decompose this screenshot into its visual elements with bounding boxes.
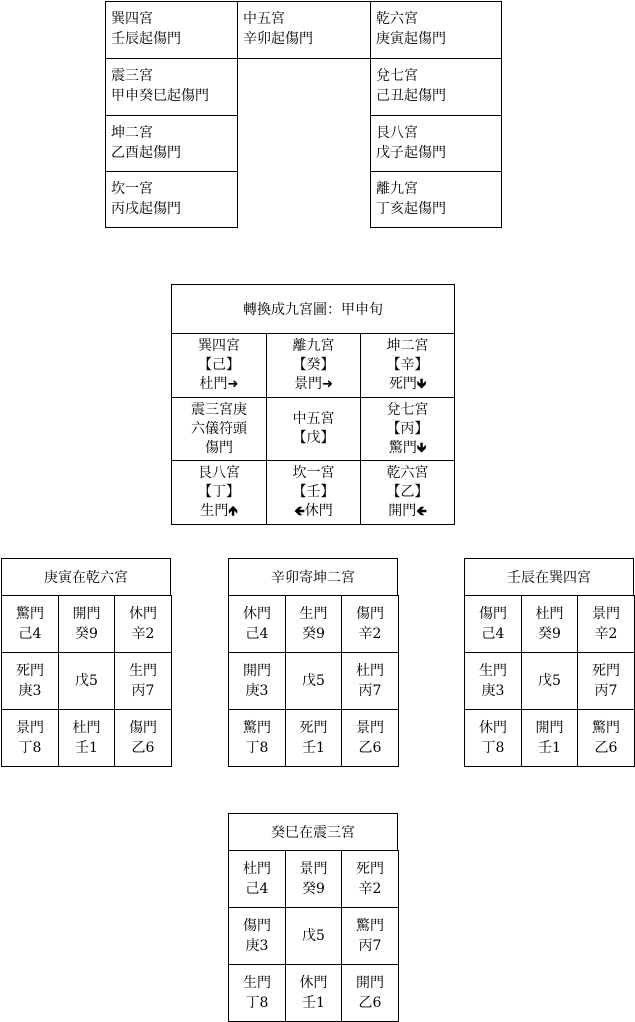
palace-gate bbox=[389, 439, 426, 458]
arrow-icon: 🡻 bbox=[416, 377, 427, 392]
palace-name: 艮八宮 bbox=[198, 465, 240, 481]
cell-line-1: 戊5 bbox=[302, 928, 325, 944]
palace-stem: 【壬】 bbox=[292, 484, 335, 500]
cell-line-1: 景門 bbox=[16, 720, 44, 736]
gate-label: 杜門 bbox=[199, 376, 228, 392]
cell-line-1: 休門 bbox=[479, 720, 507, 736]
grid-cell bbox=[285, 709, 342, 767]
palace-note: 壬辰起傷門 bbox=[111, 31, 181, 47]
cell-line-2: 辛2 bbox=[358, 626, 382, 642]
grid-cell bbox=[58, 709, 115, 767]
cell-line-2: 庚3 bbox=[481, 683, 505, 699]
palace-gate bbox=[200, 375, 239, 394]
cell-line-1: 死門 bbox=[16, 663, 44, 679]
grid-cell bbox=[521, 652, 578, 710]
cell-line-1: 傷門 bbox=[479, 606, 507, 622]
grid-cell bbox=[577, 595, 635, 653]
palace-name: 離九宮 bbox=[376, 181, 418, 197]
cell-line-2: 庚3 bbox=[245, 683, 269, 699]
nine-palace-title: 轉換成九宮圖：甲申旬 bbox=[171, 284, 455, 334]
palace-stem: 六儀符頭 bbox=[191, 420, 247, 437]
grid-cell bbox=[228, 595, 286, 653]
arrow-icon: ➜ bbox=[322, 377, 333, 392]
palace-name: 兌七宮 bbox=[376, 68, 418, 84]
palace-cell bbox=[266, 397, 361, 461]
grid-cell bbox=[58, 652, 115, 710]
palace-cell bbox=[171, 333, 267, 398]
cell-line-1: 景門 bbox=[592, 606, 620, 622]
palace-gate bbox=[200, 502, 237, 521]
top-cell bbox=[105, 171, 238, 228]
grid-cell bbox=[1, 595, 59, 653]
cell-line-1: 生門 bbox=[479, 663, 507, 679]
palace-stem: 【戊】 bbox=[292, 430, 335, 446]
palace-name: 坤二宮 bbox=[386, 338, 429, 354]
gate-label: 休門 bbox=[304, 503, 333, 519]
grid-title: 庚寅在乾六宮 bbox=[1, 558, 171, 596]
palace-name: 巽四宮 bbox=[111, 11, 153, 27]
palace-name: 震三宮 bbox=[111, 68, 153, 84]
grid-cell bbox=[285, 907, 342, 965]
grid-cell bbox=[577, 709, 635, 767]
arrow-icon: 🡻 bbox=[416, 440, 427, 456]
grid-title: 辛卯寄坤二宮 bbox=[228, 558, 398, 596]
grid-cell bbox=[1, 652, 59, 710]
gate-label: 死門 bbox=[388, 376, 417, 392]
grid-cell bbox=[114, 709, 172, 767]
palace-stem: 【己】 bbox=[198, 357, 240, 373]
grid-cell bbox=[228, 709, 286, 767]
gate-label: 開門 bbox=[388, 503, 417, 519]
cell-line-1: 傷門 bbox=[243, 918, 271, 934]
cell-line-1: 生門 bbox=[243, 975, 271, 991]
palace-stem: 【丁】 bbox=[198, 484, 240, 500]
grid-cell bbox=[341, 652, 399, 710]
gate-label: 景門 bbox=[294, 376, 323, 392]
palace-cell bbox=[171, 397, 267, 461]
arrow-icon: 🡸 bbox=[416, 504, 427, 519]
grid-cell bbox=[1, 709, 59, 767]
palace-note: 己丑起傷門 bbox=[376, 88, 446, 104]
palace-cell bbox=[266, 333, 361, 398]
cell-line-2: 丁8 bbox=[245, 740, 269, 756]
cell-line-2: 己4 bbox=[245, 881, 269, 897]
grid-cell bbox=[464, 652, 522, 710]
cell-line-2: 辛2 bbox=[594, 626, 618, 642]
cell-line-1: 傷門 bbox=[356, 606, 384, 622]
top-cell bbox=[370, 171, 502, 228]
palace-gate bbox=[388, 502, 427, 521]
cell-line-2: 丁8 bbox=[18, 740, 42, 756]
cell-line-1: 驚門 bbox=[16, 606, 44, 622]
cell-line-1: 杜門 bbox=[535, 606, 564, 622]
cell-line-2: 乙6 bbox=[594, 740, 618, 756]
grid-title: 壬辰在巽四宮 bbox=[464, 558, 634, 596]
cell-line-1: 開門 bbox=[72, 606, 101, 622]
cell-line-1: 杜門 bbox=[243, 861, 271, 877]
cell-line-1: 驚門 bbox=[243, 720, 271, 736]
palace-note: 戊子起傷門 bbox=[376, 145, 446, 161]
cell-line-2: 丙7 bbox=[358, 938, 382, 954]
cell-line-2: 庚3 bbox=[245, 938, 269, 954]
cell-line-2: 癸9 bbox=[538, 626, 561, 642]
cell-line-2: 乙6 bbox=[131, 740, 155, 756]
cell-line-1: 驚門 bbox=[592, 720, 620, 736]
palace-name: 艮八宮 bbox=[376, 125, 418, 141]
palace-cell bbox=[360, 397, 455, 461]
grid-cell bbox=[464, 595, 522, 653]
cell-line-1: 傷門 bbox=[129, 720, 157, 736]
cell-line-2: 壬1 bbox=[75, 740, 98, 756]
palace-name: 乾六宮 bbox=[376, 11, 418, 27]
top-cell bbox=[370, 58, 502, 116]
cell-line-1: 戊5 bbox=[538, 673, 561, 689]
cell-line-1: 生門 bbox=[299, 606, 328, 622]
palace-name: 坤二宮 bbox=[111, 125, 153, 141]
grid-cell bbox=[464, 709, 522, 767]
cell-line-1: 開門 bbox=[243, 663, 271, 679]
grid-cell bbox=[521, 709, 578, 767]
cell-line-1: 景門 bbox=[356, 720, 384, 736]
palace-gate bbox=[294, 502, 333, 521]
palace-name: 震三宮庚 bbox=[191, 401, 247, 418]
cell-line-2: 壬1 bbox=[538, 740, 561, 756]
cell-line-2: 癸9 bbox=[75, 626, 98, 642]
cell-line-1: 驚門 bbox=[356, 918, 384, 934]
palace-gate bbox=[205, 439, 233, 458]
arrow-icon: ➜ bbox=[227, 377, 239, 392]
grid-cell bbox=[521, 595, 578, 653]
palace-stem: 【丙】 bbox=[386, 420, 429, 437]
palace-note: 庚寅起傷門 bbox=[376, 31, 446, 47]
grid-cell bbox=[228, 652, 286, 710]
grid-cell bbox=[285, 964, 342, 1022]
cell-line-1: 生門 bbox=[129, 663, 157, 679]
cell-line-1: 開門 bbox=[356, 975, 384, 991]
arrow-icon: 🡹 bbox=[228, 504, 238, 519]
palace-name: 坎一宮 bbox=[111, 181, 153, 197]
top-cell bbox=[105, 58, 238, 116]
palace-stem: 【癸】 bbox=[292, 357, 335, 373]
palace-name: 兌七宮 bbox=[386, 401, 429, 418]
palace-cell bbox=[171, 460, 267, 525]
cell-line-2: 辛2 bbox=[131, 626, 155, 642]
grid-title: 癸巳在震三宮 bbox=[228, 813, 398, 851]
gate-label: 驚門 bbox=[388, 439, 417, 456]
palace-note: 丁亥起傷門 bbox=[376, 201, 446, 217]
cell-line-2: 乙6 bbox=[358, 740, 382, 756]
cell-line-2: 丁8 bbox=[245, 995, 269, 1011]
palace-name: 中五宮 bbox=[292, 411, 335, 427]
grid-cell bbox=[341, 964, 399, 1022]
palace-name: 乾六宮 bbox=[386, 465, 429, 481]
palace-cell bbox=[360, 333, 455, 398]
cell-line-1: 杜門 bbox=[356, 663, 384, 679]
palace-name: 坎一宮 bbox=[292, 465, 335, 481]
grid-cell bbox=[341, 709, 399, 767]
palace-note: 乙酉起傷門 bbox=[111, 145, 181, 161]
palace-cell bbox=[360, 460, 455, 525]
cell-line-2: 辛2 bbox=[358, 881, 382, 897]
grid-cell bbox=[341, 907, 399, 965]
palace-note: 辛卯起傷門 bbox=[243, 31, 313, 47]
cell-line-2: 丙7 bbox=[131, 683, 155, 699]
grid-cell bbox=[341, 595, 399, 653]
cell-line-2: 癸9 bbox=[302, 881, 325, 897]
cell-line-2: 癸9 bbox=[302, 626, 325, 642]
palace-stem: 【乙】 bbox=[386, 484, 429, 500]
gate-label: 傷門 bbox=[205, 439, 233, 456]
grid-cell bbox=[114, 595, 172, 653]
top-cell bbox=[370, 1, 502, 59]
gate-label: 生門 bbox=[200, 503, 229, 519]
grid-cell bbox=[285, 850, 342, 908]
palace-cell bbox=[266, 460, 361, 525]
grid-cell bbox=[58, 595, 115, 653]
palace-gate bbox=[294, 375, 333, 394]
cell-line-2: 己4 bbox=[18, 626, 42, 642]
cell-line-1: 死門 bbox=[592, 663, 620, 679]
cell-line-1: 戊5 bbox=[75, 673, 98, 689]
cell-line-1: 死門 bbox=[299, 720, 328, 736]
grid-cell bbox=[577, 652, 635, 710]
top-cell bbox=[237, 1, 371, 59]
cell-line-2: 丙7 bbox=[358, 683, 382, 699]
top-cell bbox=[105, 1, 238, 59]
grid-cell bbox=[228, 850, 286, 908]
grid-cell bbox=[228, 907, 286, 965]
cell-line-2: 乙6 bbox=[358, 995, 382, 1011]
cell-line-2: 丁8 bbox=[481, 740, 505, 756]
grid-cell bbox=[341, 850, 399, 908]
cell-line-1: 休門 bbox=[299, 975, 328, 991]
palace-gate bbox=[389, 375, 426, 394]
grid-cell bbox=[285, 595, 342, 653]
cell-line-2: 己4 bbox=[245, 626, 269, 642]
cell-line-2: 壬1 bbox=[302, 740, 325, 756]
palace-note: 甲申癸巳起傷門 bbox=[111, 88, 209, 104]
cell-line-1: 死門 bbox=[356, 861, 384, 877]
grid-cell bbox=[285, 652, 342, 710]
grid-cell bbox=[114, 652, 172, 710]
cell-line-1: 開門 bbox=[535, 720, 564, 736]
cell-line-1: 景門 bbox=[299, 861, 328, 877]
cell-line-2: 丙7 bbox=[594, 683, 618, 699]
palace-name: 巽四宮 bbox=[198, 338, 240, 354]
grid-cell bbox=[228, 964, 286, 1022]
cell-line-1: 戊5 bbox=[302, 673, 325, 689]
cell-line-1: 杜門 bbox=[72, 720, 101, 736]
top-cell bbox=[370, 115, 502, 172]
palace-note: 丙戌起傷門 bbox=[111, 201, 181, 217]
cell-line-1: 休門 bbox=[243, 606, 271, 622]
cell-line-2: 壬1 bbox=[302, 995, 325, 1011]
palace-stem: 【辛】 bbox=[386, 357, 429, 373]
palace-name: 離九宮 bbox=[292, 338, 335, 354]
cell-line-2: 己4 bbox=[481, 626, 505, 642]
top-cell bbox=[105, 115, 238, 172]
cell-line-1: 休門 bbox=[129, 606, 157, 622]
cell-line-2: 庚3 bbox=[18, 683, 42, 699]
palace-name: 中五宮 bbox=[243, 11, 285, 27]
arrow-icon: 🡸 bbox=[294, 504, 305, 519]
